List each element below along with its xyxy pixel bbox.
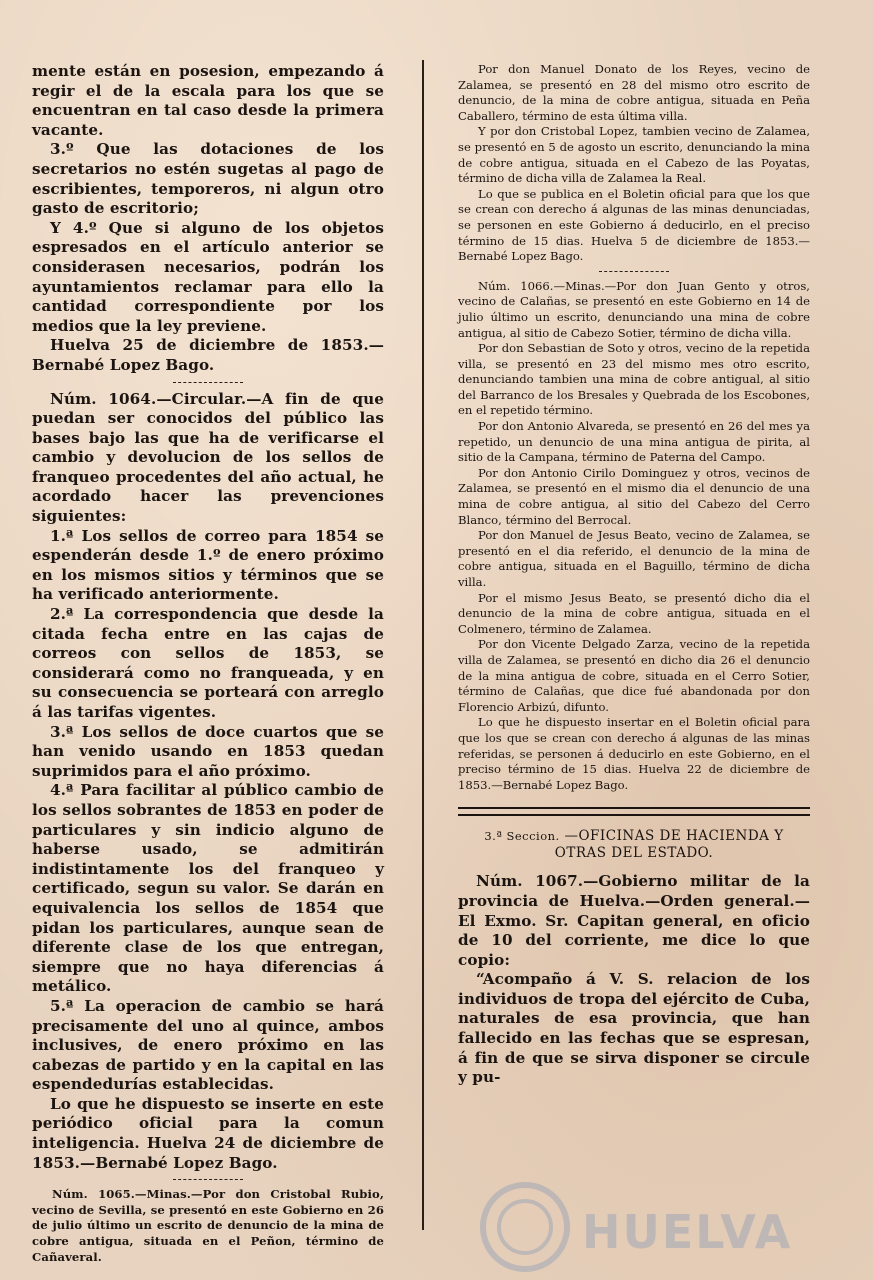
paragraph: Núm. 1065.—Minas.—Por don Cristobal Rubio, vecino de Sevilla, se presentó en este Gobierno en 26 de julio último un escrito de denuncio de la mina de cobre antigua, situada en el Peñon, término de Cañaveral. bbox=[32, 1187, 384, 1264]
paragraph: Por don Vicente Delgado Zarza, vecino de la repetida villa de Zalamea, se presentó en dicho dia 26 el denuncio de la mina antigua de cobre, situada en el Cerro Sotier, término de Calañas, que dice fué abandonada por don Florencio Arbizú, difunto. bbox=[458, 637, 810, 714]
section-title: —OFICINAS DE HACIENDA Y OTRAS DEL ESTADO. bbox=[554, 828, 784, 862]
section-rule bbox=[458, 807, 810, 816]
section-heading bbox=[458, 828, 810, 862]
paragraph: Por don Manuel Donato de los Reyes, vecino de Zalamea, se presentó en 28 del mismo otro escrito de denuncio, de la mina de cobre antigua, situada en Peña Caballero, término de esta última villa. bbox=[458, 62, 810, 123]
paragraph: Y por don Cristobal Lopez, tambien vecino de Zalamea, se presentó en 5 de agosto un escrito, denunciando la mina de cobre antigua, situada en el Cabezo de las Poyatas, término de dicha villa de Zalamea la Real. bbox=[458, 124, 810, 186]
paragraph: Núm. 1064.—Circular.—A fin de que puedan ser conocidos del público las bases bajo las que ha de verificarse el cambio y devolucion de los sellos de franqueo procedentes del año actual, he acordado hacer las prevenciones siguientes: bbox=[32, 389, 384, 526]
paragraph: Lo que se publica en el Boletin oficial para que los que se crean con derecho á algunas de las minas denunciadas, se personen en este Gobierno á deducirlo, en el preciso término de 15 dias. Huelva 5 de diciembre de 1853.—Bernabé Lopez Bago. bbox=[458, 186, 810, 264]
paragraph: Lo que he dispuesto se inserte en este periódico oficial para la comun inteligencia. Huelva 24 de diciembre de 1853.—Bernabé Lopez Bago. bbox=[32, 1094, 384, 1172]
right-column bbox=[458, 62, 810, 1088]
paragraph: Por el mismo Jesus Beato, se presentó dicho dia el denuncio de la mina de cobre antigua, situada en el Colmenero, término de Zalamea. bbox=[458, 590, 810, 636]
separator bbox=[173, 1179, 243, 1180]
watermark-text: HUELVA bbox=[582, 1205, 793, 1259]
paragraph: mente están en posesion, empezando á regir el de la escala para los que se encuentran en tal caso desde la primera vacante. bbox=[32, 62, 384, 139]
paragraph: Por don Sebastian de Soto y otros, vecino de la repetida villa, se presentó en 23 del mismo mes otro escrito, denunciando tambien una mina de cobre antigual, al sitio del Barranco de los Bresales y Quebrada de los Escobones, en el repetido término. bbox=[458, 341, 810, 418]
paragraph: 5.ª La operacion de cambio se hará precisamente del uno al quince, ambos inclusives, de enero próximo en las cabezas de partido y en la capital en las espendedurías establecidas. bbox=[32, 996, 384, 1094]
paragraph: 3.ª Los sellos de doce cuartos que se han venido usando en 1853 quedan suprimidos para el año próximo. bbox=[32, 722, 384, 780]
signature-line: Huelva 25 de diciembre de 1853.—Bernabé Lopez Bago. bbox=[32, 336, 384, 374]
paragraph: Por don Manuel de Jesus Beato, vecino de Zalamea, se presentó en el dia referido, el denuncio de la mina de cobre antigua, situada en el Baguillo, término de dicha villa. bbox=[458, 528, 810, 589]
paragraph: 2.ª La correspondencia que desde la citada fecha entre en las cajas de correos con sellos de 1853, se considerará como no franqueada, y en su consecuencia se porteará con arreglo á las tarifas vigentes. bbox=[32, 605, 384, 721]
left-column bbox=[32, 62, 384, 1265]
paragraph: “Acompaño á V. S. relacion de los individuos de tropa del ejército de Cuba, naturales de esa provincia, que han fallecido en las fechas que se espresan, á fin de que se sirva disponer se circule y pu- bbox=[458, 970, 810, 1087]
paragraph: 3.º Que las dotaciones de los secretarios no estén sugetas al pago de escribientes, temporeros, ni algun otro gasto de escritorio; bbox=[32, 140, 384, 218]
paragraph: Núm. 1066.—Minas.—Por don Juan Gento y otros, vecino de Calañas, se presentó en este Gobierno en 14 de julio último un escrito, denunciando una mina de cobre antigua, al sitio de Cabezo Sotier, término de dicha villa. bbox=[458, 278, 810, 340]
paragraph: 1.ª Los sellos de correo para 1854 se espenderán desde 1.º de enero próximo en los mismos sitios y términos que se ha verificado anteriormente. bbox=[32, 526, 384, 604]
paragraph: Por don Antonio Cirilo Dominguez y otros, vecinos de Zalamea, se presentó en el mismo dia el denuncio de una mina de cobre antigua, al sitio del Cabezo del Cerro Blanco, término del Berrocal. bbox=[458, 465, 810, 527]
watermark-seal-icon bbox=[470, 1175, 580, 1275]
library-watermark bbox=[470, 1175, 830, 1275]
separator bbox=[173, 382, 243, 383]
paragraph: 4.ª Para facilitar al público cambio de los sellos sobrantes de 1853 en poder de particulares y sin indicio alguno de haberse usado, se admitirán indistintamente los del franqueo y certificado, segun su valor. Se darán en equivalencia los sellos de 1854 que pidan los particulares, aunque sean de diferente clase de los que entregan, siempre que no haya diferencias á metálico. bbox=[32, 781, 384, 996]
column-divider bbox=[422, 60, 424, 1230]
paragraph: Lo que he dispuesto insertar en el Boletin oficial para que los que se crean con derecho á algunas de las minas referidas, se personen á deducirlo en este Gobierno, en el preciso término de 15 dias. Huelva 22 de diciembre de 1853.—Bernabé Lopez Bago. bbox=[458, 715, 810, 792]
separator bbox=[599, 271, 669, 272]
paragraph: Y 4.º Que si alguno de los objetos espresados en el artículo anterior se considerasen necesarios, podrán los ayuntamientos reclamar para ello la cantidad correspondiente por los medios que la ley previene. bbox=[32, 218, 384, 335]
section-number: 3.ª Seccion. bbox=[484, 829, 560, 844]
paragraph: Núm. 1067.—Gobierno militar de la provincia de Huelva.—Orden general.—El Exmo. Sr. Capitan general, en oficio de 10 del corriente, me dice lo que copio: bbox=[458, 872, 810, 969]
paragraph: Por don Antonio Alvareda, se presentó en 26 del mes ya repetido, un denuncio de una mina antigua de pirita, al sitio de la Campana, término de Paterna del Campo. bbox=[458, 419, 810, 465]
